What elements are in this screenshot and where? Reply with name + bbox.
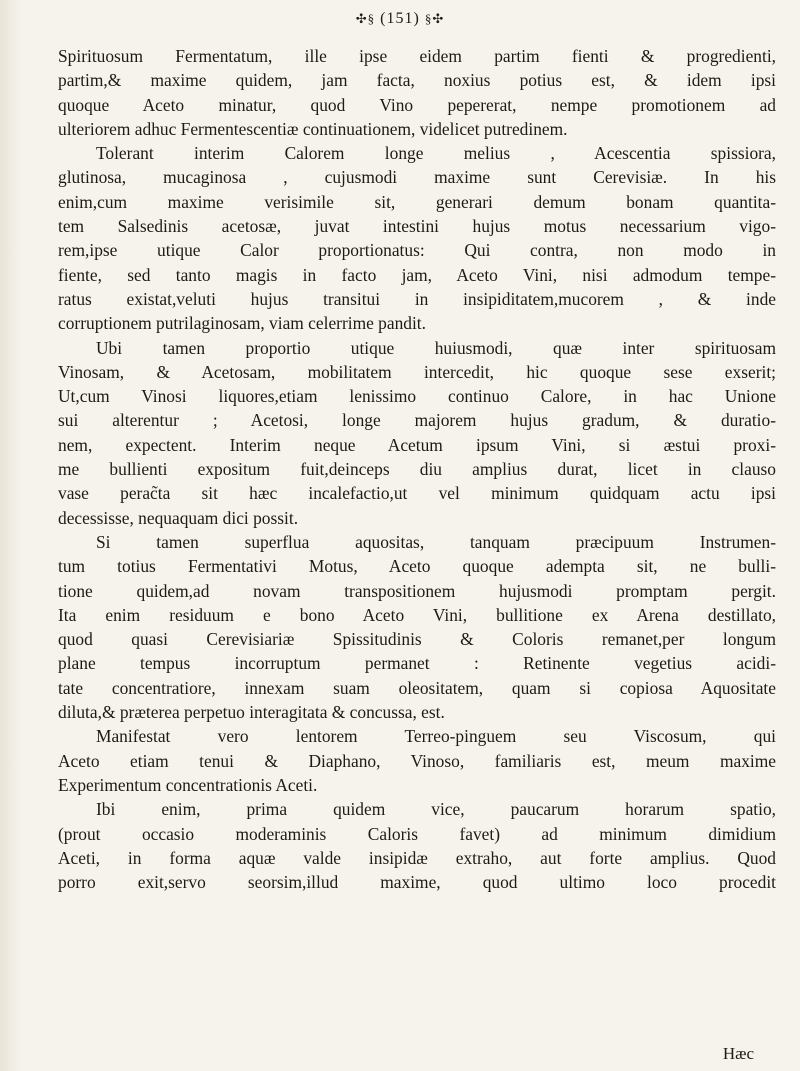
text-line: plane tempus incorruptum permanet : Retinente vegetius acidi- xyxy=(58,653,776,674)
text-line: tem Salsedinis acetosæ, juvat intestini hujus motus necessarium vigo- xyxy=(58,216,776,237)
header-ornament-right: §✣ xyxy=(424,11,445,26)
text-line: sui alterentur ; Acetosi, longe majorem hujus gradum, & duratio- xyxy=(58,410,776,431)
text-line: quod quasi Cerevisiariæ Spissitudinis & Coloris remanet,per longum xyxy=(58,629,776,650)
text-line: Si tamen superflua aquositas, tanquam præcipuum Instrumen- xyxy=(96,531,776,552)
page-header xyxy=(0,10,800,28)
body-text xyxy=(58,44,776,894)
text-line: Spirituosum Fermentatum, ille ipse eidem partim fienti & progredienti, xyxy=(58,46,776,66)
text-line: Ibi enim, prima quidem vice, paucarum horarum spatio, xyxy=(96,799,776,820)
page-number: (151) xyxy=(380,10,420,27)
text-line: quoque Aceto minatur, quod Vino pepererat, nempe promotionem ad xyxy=(58,94,776,115)
text-line: ulteriorem adhuc Fermentescentiæ continuationem, videlicet putredinem. xyxy=(58,118,568,139)
text-line: decessisse, nequaquam dici possit. xyxy=(58,507,299,528)
text-line: me bullienti expositum fuit,deinceps diu amplius durat, licet in clauso xyxy=(58,459,776,480)
text-line: rem,ipse utique Calor proportionatus: Qui contra, non modo in xyxy=(58,240,776,261)
text-line: diluta,& præterea perpetuo interagitata & concussa, est. xyxy=(58,702,445,723)
text-line: vase perac̃ta sit hæc incalefactio,ut vel minimum quidquam actu ipsi xyxy=(58,483,776,504)
text-line: corruptionem putrilaginosam, viam celerrime pandit. xyxy=(58,313,426,334)
text-line: partim,& maxime quidem, jam facta, noxius potius est, & idem ipsi xyxy=(58,70,776,91)
page-edge-shadow xyxy=(0,0,22,1071)
text-line: Aceto etiam tenui & Diaphano, Vinoso, familiaris est, meum maxime xyxy=(58,750,776,771)
text-line: Ubi tamen proportio utique huiusmodi, quæ inter spirituosam xyxy=(96,337,776,358)
text-line: porro exit,servo seorsim,illud maxime, quod ultimo loco procedit xyxy=(58,872,776,893)
text-line: Vinosam, & Acetosam, mobilitatem intercedit, hic quoque sese exserit; xyxy=(58,361,776,382)
text-line: Experimentum concentrationis Aceti. xyxy=(58,774,318,795)
text-line: Aceti, in forma aquæ valde insipidæ extraho, aut forte amplius. Quod xyxy=(58,847,776,868)
text-line: Ut,cum Vinosi liquores,etiam lenissimo continuo Calore, in hac Unione xyxy=(58,386,776,407)
text-line: fiente, sed tanto magis in facto jam, Aceto Vini, nisi admodum tempe- xyxy=(58,264,776,285)
text-line: tate concentratiore, innexam suam oleositatem, quam si copiosa Aquositate xyxy=(58,677,776,698)
text-line: (prout occasio moderaminis Caloris favet) ad minimum dimidium xyxy=(58,823,776,844)
text-line: ratus existat,veluti hujus transitui in insipiditatem,mucorem , & inde xyxy=(58,288,776,309)
text-line: enim,cum maxime verisimile sit, generari demum bonam quantita- xyxy=(58,191,776,212)
text-line: Manifestat vero lentorem Terreo-pinguem seu Viscosum, qui xyxy=(96,726,776,747)
text-line: glutinosa, mucaginosa , cujusmodi maxime sunt Cerevisiæ. In his xyxy=(58,167,776,188)
text-line: tione quidem,ad novam transpositionem hujusmodi promptam pergit. xyxy=(58,580,776,601)
text-line: Tolerant interim Calorem longe melius , Acescentia spissiora, xyxy=(96,143,776,164)
text-line: nem, expectent. Interim neque Acetum ipsum Vini, si æstui proxi- xyxy=(58,434,776,455)
text-line: Ita enim residuum e bono Aceto Vini, bullitione ex Arena destillato, xyxy=(58,604,776,625)
catchword: Hæc xyxy=(722,1044,754,1063)
text-line: tum totius Fermentativi Motus, Aceto quoque adempta sit, ne bulli- xyxy=(58,556,776,577)
header-ornament-left: ✣§ xyxy=(355,11,376,26)
